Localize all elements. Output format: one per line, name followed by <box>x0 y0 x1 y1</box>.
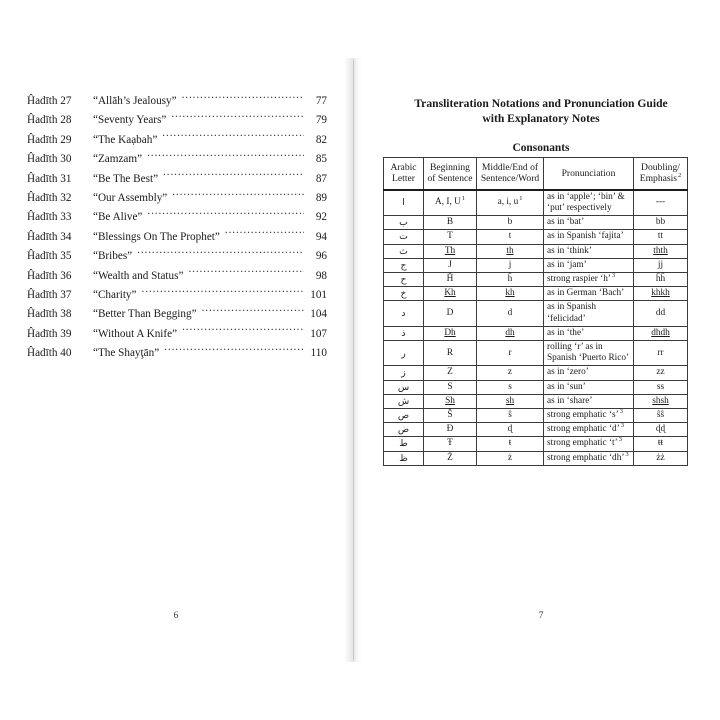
toc-entry-number: Ĥadīth 39 <box>27 327 72 340</box>
toc-entry-number: Ĥadīth 40 <box>27 347 72 360</box>
cell-doubling-emphasis: shsh <box>634 394 688 408</box>
table-row <box>384 287 688 301</box>
cell-pronunciation: as in ‘share’ <box>544 394 634 408</box>
cell-beginning-of-sentence: Sh <box>424 394 477 408</box>
table-row <box>384 190 688 216</box>
toc-entry-page-number: 101 <box>310 289 327 302</box>
toc-dot-leader <box>225 228 304 240</box>
cell-doubling-emphasis: dhdh <box>634 326 688 340</box>
cell-arabic-letter: ض <box>384 423 424 437</box>
toc-entry-number: Ĥadīth 35 <box>27 250 72 263</box>
cell-pronunciation: strong emphatic ‘d’$^3$ <box>544 423 634 437</box>
cell-beginning-of-sentence: Ŧ <box>424 437 477 451</box>
cell-arabic-letter: ر <box>384 341 424 366</box>
toc-dot-leader <box>142 286 305 298</box>
footnote-marker: 3 <box>612 271 616 279</box>
cell-doubling-emphasis: żż <box>634 451 688 465</box>
cell-beginning-of-sentence: Ɖ <box>424 423 477 437</box>
table-row <box>384 326 688 340</box>
table-row <box>384 258 688 272</box>
table-head <box>384 158 688 190</box>
footnote-marker: 3 <box>620 422 625 430</box>
toc-dot-leader <box>188 267 304 279</box>
toc-dot-leader <box>163 170 304 182</box>
table-row <box>384 423 688 437</box>
toc-entry-title: “Zamzam” <box>93 153 143 166</box>
toc-entry-number: Ĥadīth 34 <box>27 230 72 243</box>
toc-entry-number: Ĥadīth 28 <box>27 114 72 127</box>
table-header-row <box>384 158 688 190</box>
cell-beginning-of-sentence: B <box>424 216 477 230</box>
cell-arabic-letter: ص <box>384 409 424 423</box>
footnote-marker: 1 <box>461 195 466 203</box>
toc-dot-leader <box>164 344 304 356</box>
toc-entry-title: “Blessings On The Prophet” <box>93 230 220 243</box>
cell-pronunciation: strong emphatic ‘s’$^3$ <box>544 409 634 423</box>
toc-entry[interactable] <box>27 286 327 305</box>
cell-doubling-emphasis: bb <box>634 216 688 230</box>
cell-middle-end: z <box>477 366 544 380</box>
col-header-doubling-emphasis: Doubling/ Emphasis$^2$ <box>634 158 688 190</box>
cell-doubling-emphasis: khkh <box>634 287 688 301</box>
toc-entry[interactable] <box>27 189 327 208</box>
toc-entry-number: Ĥadīth 33 <box>27 211 72 224</box>
toc-entry-page-number: 98 <box>315 269 327 282</box>
toc-dot-leader <box>162 131 304 143</box>
cell-middle-end: t <box>477 230 544 244</box>
toc-entry[interactable] <box>27 92 327 111</box>
cell-arabic-letter: ج <box>384 258 424 272</box>
cell-doubling-emphasis: thth <box>634 244 688 258</box>
left-page <box>0 0 352 720</box>
cell-arabic-letter: ظ <box>384 451 424 465</box>
cell-pronunciation: as in German ‘Bach’ <box>544 287 634 301</box>
col-header-arabic-letter: Arabic Letter <box>384 158 424 190</box>
toc-entry-title: “Our Assembly” <box>93 192 168 205</box>
cell-pronunciation: as in ‘the’ <box>544 326 634 340</box>
toc-entry[interactable] <box>27 305 327 324</box>
toc-entry-number: Ĥadīth 32 <box>27 192 72 205</box>
toc-entry-title: “Better Than Begging” <box>93 308 197 321</box>
footnote-marker: 1 <box>519 195 523 203</box>
cell-middle-end: a, i, $u^1$ <box>477 190 544 216</box>
table-row <box>384 366 688 380</box>
toc-entry-page-number: 82 <box>315 133 327 146</box>
toc-entry[interactable] <box>27 325 327 344</box>
toc-entry-number: Ĥadīth 29 <box>27 133 72 146</box>
table-row <box>384 341 688 366</box>
cell-arabic-letter: ح <box>384 273 424 287</box>
cell-middle-end: ŝ <box>477 409 544 423</box>
cell-arabic-letter: ت <box>384 230 424 244</box>
toc-entry[interactable] <box>27 131 327 150</box>
cell-doubling-emphasis: jj <box>634 258 688 272</box>
cell-pronunciation: strong emphatic ‘dh’$^3$ <box>544 451 634 465</box>
toc-entry-page-number: 96 <box>315 250 327 263</box>
cell-middle-end: kh <box>477 287 544 301</box>
cell-beginning-of-sentence: Ĥ <box>424 273 477 287</box>
toc-entry[interactable] <box>27 344 327 363</box>
toc-entry-page-number: 87 <box>315 172 327 185</box>
cell-beginning-of-sentence: Th <box>424 244 477 258</box>
table-row <box>384 301 688 326</box>
cell-beginning-of-sentence: A, I, $U^1$ <box>424 190 477 216</box>
cell-arabic-letter: خ <box>384 287 424 301</box>
cell-beginning-of-sentence: S <box>424 380 477 394</box>
toc-dot-leader <box>172 189 304 201</box>
toc-entry-page-number: 92 <box>315 211 327 224</box>
toc-entry[interactable] <box>27 247 327 266</box>
toc-dot-leader <box>147 150 304 162</box>
cell-middle-end: dh <box>477 326 544 340</box>
cell-middle-end: r <box>477 341 544 366</box>
toc-dot-leader <box>171 111 304 123</box>
toc-entry[interactable] <box>27 111 327 130</box>
cell-arabic-letter: د <box>384 301 424 326</box>
cell-beginning-of-sentence: Ż <box>424 451 477 465</box>
cell-beginning-of-sentence: D <box>424 301 477 326</box>
cell-arabic-letter: ث <box>384 244 424 258</box>
cell-middle-end: b <box>477 216 544 230</box>
cell-middle-end: th <box>477 244 544 258</box>
table-row <box>384 230 688 244</box>
cell-pronunciation: as in ‘zero’ <box>544 366 634 380</box>
cell-doubling-emphasis: ŧŧ <box>634 437 688 451</box>
toc-entry-title: “The Shayţān” <box>93 347 160 360</box>
table-row <box>384 409 688 423</box>
cell-beginning-of-sentence: R <box>424 341 477 366</box>
cell-middle-end: ż <box>477 451 544 465</box>
cell-arabic-letter: ب <box>384 216 424 230</box>
book-spine-line <box>353 60 354 660</box>
cell-middle-end: s <box>477 380 544 394</box>
cell-doubling-emphasis: dd <box>634 301 688 326</box>
toc-entry-page-number: 110 <box>310 347 327 360</box>
cell-arabic-letter: ز <box>384 366 424 380</box>
cell-middle-end: d <box>477 301 544 326</box>
toc-entry-page-number: 94 <box>315 230 327 243</box>
cell-doubling-emphasis: ĥĥ <box>634 273 688 287</box>
toc-entry-number: Ĥadīth 37 <box>27 289 72 302</box>
section-heading-consonants: Consonants <box>512 142 570 154</box>
toc-entry-page-number: 107 <box>310 327 327 340</box>
toc-entry-page-number: 89 <box>315 192 327 205</box>
toc-entry-title: “Seventy Years” <box>93 114 167 127</box>
table-body <box>384 190 688 466</box>
cell-beginning-of-sentence: Ŝ <box>424 409 477 423</box>
toc-entry-title: “Wealth and Status” <box>93 269 184 282</box>
cell-arabic-letter: ذ <box>384 326 424 340</box>
cell-arabic-letter: س <box>384 380 424 394</box>
toc-entry-title: “Be Alive” <box>93 211 143 224</box>
cell-beginning-of-sentence: Z <box>424 366 477 380</box>
cell-pronunciation: as in ‘jam’ <box>544 258 634 272</box>
cell-beginning-of-sentence: J <box>424 258 477 272</box>
cell-doubling-emphasis: tt <box>634 230 688 244</box>
header-footnote-marker: 2 <box>678 172 682 180</box>
consonants-table <box>383 157 688 466</box>
page-title <box>362 96 720 127</box>
cell-doubling-emphasis: zz <box>634 366 688 380</box>
toc-entry-number: Ĥadīth 30 <box>27 153 72 166</box>
cell-arabic-letter: ط <box>384 437 424 451</box>
toc-entry-number: Ĥadīth 36 <box>27 269 72 282</box>
table-row <box>384 216 688 230</box>
cell-pronunciation: as in ‘sun’ <box>544 380 634 394</box>
toc-dot-leader <box>147 208 304 220</box>
toc-entry-number: Ĥadīth 38 <box>27 308 72 321</box>
cell-middle-end: ŧ <box>477 437 544 451</box>
toc-entry-title: “Bribes” <box>93 250 133 263</box>
cell-pronunciation: strong emphatic ‘t’$^3$ <box>544 437 634 451</box>
toc-entry[interactable] <box>27 228 327 247</box>
col-header-middle-end: Middle/End of Sentence/Word <box>477 158 544 190</box>
table-row <box>384 437 688 451</box>
cell-middle-end: ĥ <box>477 273 544 287</box>
cell-pronunciation: as in ‘bat’ <box>544 216 634 230</box>
cell-doubling-emphasis: ŝŝ <box>634 409 688 423</box>
toc-entry-title: “Without A Knife” <box>93 327 178 340</box>
cell-pronunciation: as in Spanish ‘felicidad’ <box>544 301 634 326</box>
cell-doubling-emphasis: --- <box>634 190 688 216</box>
toc-entry-title: “The Kaạbah” <box>93 133 158 146</box>
table-row <box>384 244 688 258</box>
toc-entry-number: Ĥadīth 31 <box>27 172 72 185</box>
toc-entry-title: “Be The Best” <box>93 172 159 185</box>
toc-dot-leader <box>182 325 304 337</box>
cell-beginning-of-sentence: Kh <box>424 287 477 301</box>
cell-middle-end: ɖ <box>477 423 544 437</box>
folio-right: 7 <box>538 610 544 621</box>
table-row <box>384 380 688 394</box>
toc-entry-page-number: 79 <box>315 114 327 127</box>
cell-pronunciation: strong raspier ‘h’$^3$ <box>544 273 634 287</box>
toc-dot-leader <box>137 247 304 259</box>
toc-dot-leader <box>182 92 304 104</box>
cell-pronunciation: as in ‘apple’; ‘bin’ & ‘put’ respectively <box>544 190 634 216</box>
toc-entry-number: Ĥadīth 27 <box>27 95 72 107</box>
cell-doubling-emphasis: rr <box>634 341 688 366</box>
table-row <box>384 273 688 287</box>
footnote-marker: 3 <box>625 450 629 458</box>
toc-entry-title: “Allāh’s Jealousy” <box>93 95 177 107</box>
cell-middle-end: sh <box>477 394 544 408</box>
cell-beginning-of-sentence: T <box>424 230 477 244</box>
cell-arabic-letter: ش <box>384 394 424 408</box>
page-title-line2: with Explanatory Notes <box>482 112 600 126</box>
toc-dot-leader <box>202 305 304 317</box>
footnote-marker: 3 <box>619 407 623 415</box>
page-title-line1: Transliteration Notations and Pronunciation Guide <box>414 97 668 110</box>
cell-pronunciation: as in Spanish ‘fajita’ <box>544 230 634 244</box>
consonants-table-wrapper <box>383 157 687 466</box>
toc-entry-page-number: 85 <box>315 153 327 166</box>
toc-entry-title: “Charity” <box>93 289 137 302</box>
cell-beginning-of-sentence: Dh <box>424 326 477 340</box>
folio-left: 6 <box>173 610 179 621</box>
toc-entry[interactable] <box>27 170 327 189</box>
toc-entry-page-number: 104 <box>310 308 327 321</box>
toc-entry-page-number: 77 <box>315 95 327 107</box>
toc-entry[interactable] <box>27 150 327 169</box>
toc-entry[interactable] <box>27 208 327 227</box>
toc-entry[interactable] <box>27 267 327 286</box>
footnote-marker: 3 <box>618 436 622 444</box>
cell-middle-end: j <box>477 258 544 272</box>
cell-doubling-emphasis: ss <box>634 380 688 394</box>
cell-pronunciation: rolling ‘r’ as in Spanish ‘Puerto Rico’ <box>544 341 634 366</box>
cell-doubling-emphasis: ɖɖ <box>634 423 688 437</box>
table-of-contents <box>27 92 327 364</box>
col-header-beginning-of-sentence: Beginning of Sentence <box>424 158 477 190</box>
cell-arabic-letter: ا <box>384 190 424 216</box>
table-row <box>384 451 688 465</box>
table-row <box>384 394 688 408</box>
cell-pronunciation: as in ‘think’ <box>544 244 634 258</box>
col-header-pronunciation: Pronunciation <box>544 158 634 190</box>
